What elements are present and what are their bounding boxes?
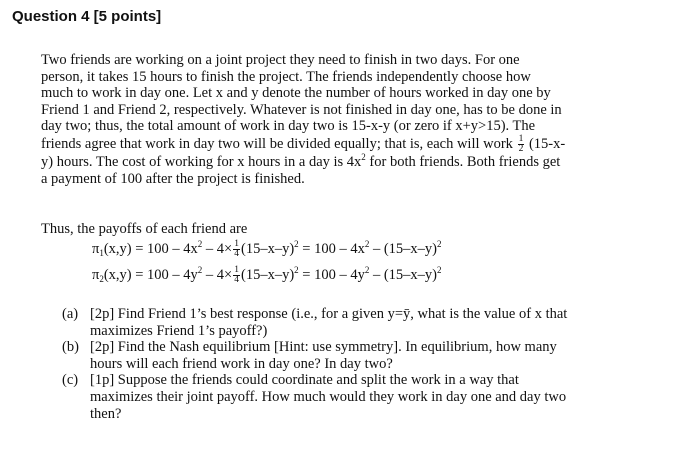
sub-question-a: (a) [2p] Find Friend 1’s best response (i.e., for a given y=ȳ, what is the value of x that maximizes Friend 1’s payoff?) xyxy=(62,306,568,339)
part-label: (a) xyxy=(62,306,79,322)
sub-questions xyxy=(62,306,662,422)
payoff-equation-friend2: $\pi_2(x,y) = 100 - 4y^2 - 4\times$ $\frac{1}{4}$ $(15-x-y)^2 = 100 - 4y^2 - (15-x-y)^2$ xyxy=(92,265,442,285)
part-label: (c) xyxy=(62,372,79,389)
payoff-equation-friend1: $\pi_1(x,y) = 100 - 4x^2 - 4\times$ $\frac{1}{4}$ $(15-x-y)^2 = 100 - 4x^2 - (15-x-y)^2$ xyxy=(92,239,442,259)
problem-statement xyxy=(41,52,661,187)
intro-line: Friend 1 and Friend 2, respectively. Whatever is not finished in day one, has to be done in xyxy=(41,101,562,118)
intro-line: y) hours. The cost of working for x hours in a day is $4x^2$ for both friends. Both friends get xyxy=(41,152,561,170)
intro-line: Two friends are working on a joint project they need to finish in two days. For one xyxy=(41,52,520,68)
line6-text: friends agree that work in day two will be divided equally; that is, each will work xyxy=(41,135,517,152)
intro-line: person, it takes 15 hours to finish the project. The friends independently choose how xyxy=(41,68,531,85)
fraction-half: $\frac{1}{2}$ xyxy=(518,133,524,154)
intro-line xyxy=(41,135,661,154)
payoff-intro: Thus, the payoffs of each friend are xyxy=(41,221,248,237)
intro-line: a payment of 100 after the project is finished. xyxy=(41,170,305,187)
question-title: Question 4 [5 points] xyxy=(12,8,162,25)
line6-tail: (15-x- xyxy=(525,135,566,152)
sub-question-b: (b) [2p] Find the Nash equilibrium [Hint: use symmetry]. In equilibrium, how many hours will each friend work in day one? In day two? xyxy=(62,339,557,372)
sub-question-c: (c) [1p] Suppose the friends could coordinate and split the work in a way that maximizes their joint payoff. How much would they work in day one and day two then? xyxy=(62,372,567,422)
intro-line: much to work in day one. Let x and y denote the number of hours worked in day one by xyxy=(41,85,551,102)
intro-line: day two; thus, the total amount of work in day two is 15-x-y (or zero if x+y>15). The xyxy=(41,118,536,135)
part-label: (b) xyxy=(62,339,79,356)
